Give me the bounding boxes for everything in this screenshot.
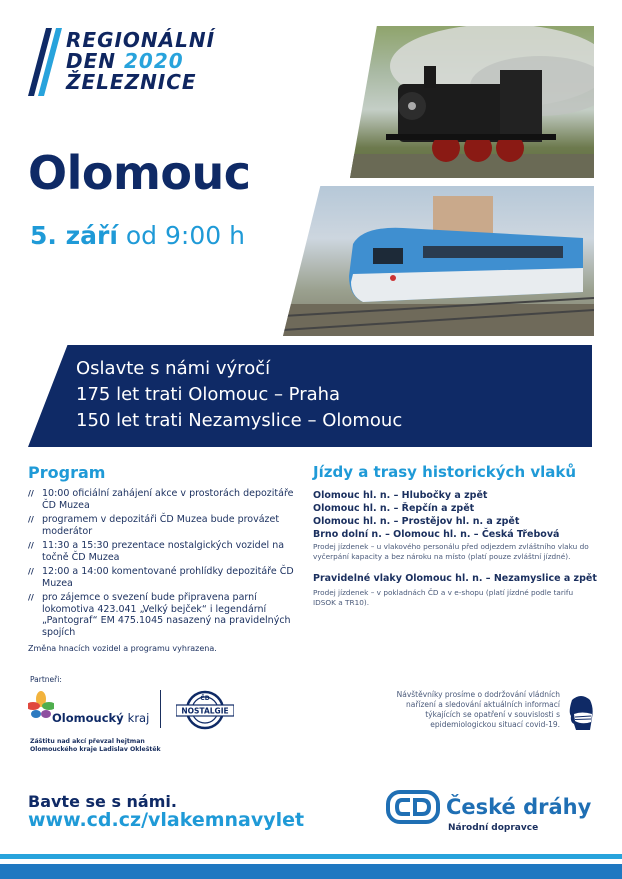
cd-nostalgie-logo — [176, 690, 234, 730]
program-item: // 12:00 a 14:00 komentované prohlídky depozitáře ČD Muzea — [28, 566, 308, 589]
program-heading: Program — [28, 463, 106, 482]
event-time: od 9:00 h — [125, 221, 245, 250]
city-title: Olomouc — [28, 146, 251, 200]
company-subtitle: Národní dopravce — [448, 823, 539, 833]
logo-line-3: ŽELEZNICE — [66, 70, 197, 94]
nostalgie-label: NOSTALGIE — [181, 706, 229, 716]
ceske-drahy-logo-icon — [386, 789, 440, 825]
regular-trains-heading: Pravidelné vlaky Olomouc hl. n. – Nezamyslice a zpět — [313, 573, 597, 584]
footer-stripe-light — [0, 854, 622, 859]
banner-line-3: 150 let trati Nezamyslice – Olomouc — [76, 410, 403, 431]
patronage-note — [30, 738, 161, 754]
rides-heading: Jízdy a trasy historických vlaků — [313, 463, 577, 481]
route-item: Olomouc hl. n. – Řepčín a zpět — [313, 503, 475, 514]
route-item: Olomouc hl. n. – Prostějov hl. n. a zpět — [313, 516, 520, 527]
kraj-name-light: kraj — [127, 711, 150, 725]
logo-line-2 — [66, 51, 215, 72]
regular-tickets-note: Prodej jízdenek – v pokladnách ČD a v e-shopu (platí jízdné podle tarifu IDSOK a TR10). — [313, 588, 574, 607]
footer-url-link[interactable]: www.cd.cz/vlakemnavylet — [28, 809, 305, 831]
event-date — [30, 221, 245, 250]
program-item: // pro zájemce o svezení bude připravena parní lokomotiva 423.041 „Velký bejček“ i legendární „Pantograf“ EM 475.1045 nasazený na pravidelných spojích — [28, 592, 308, 638]
banner-line-1: Oslavte s námi výročí — [76, 358, 271, 379]
program-item: // 10:00 oficiální zahájení akce v prostorách depozitáře ČD Muzea — [28, 488, 308, 511]
anniversary-banner-text — [76, 356, 402, 434]
footer-slogan: Bavte se s námi. — [28, 792, 177, 811]
event-day: 5. září — [30, 221, 118, 250]
route-item: Brno dolní n. – Olomouc hl. n. – Česká Třebová — [313, 529, 560, 540]
route-item: Olomouc hl. n. – Hlubočky a zpět — [313, 490, 488, 501]
event-logo — [28, 28, 268, 98]
logo-year: 2020 — [123, 49, 184, 73]
logo-slashes-icon — [28, 28, 62, 96]
footer-stripe-dark — [0, 864, 622, 879]
pantograf-train-photo — [283, 186, 594, 336]
kraj-name-bold: Olomoucký — [52, 711, 124, 725]
rides-route-list — [313, 489, 597, 541]
steam-locomotive-photo — [350, 26, 594, 178]
program-list — [28, 488, 308, 641]
partners-label: Partneři: — [30, 675, 62, 684]
patronage-line-1: Záštitu nad akcí převzal hejtman — [30, 738, 145, 745]
special-tickets-note: Prodej jízdenek – u vlakového personálu před odjezdem zvláštního vlaku do vyčerpání kapacity a bez nároku na místo (platí pouze zvláštní jízdné). — [313, 542, 589, 561]
face-mask-icon — [566, 694, 596, 732]
nostalgie-top-text: ČD — [200, 695, 210, 702]
logo-line-2-prefix: DEN — [66, 49, 117, 73]
pantograf-train-image — [283, 186, 594, 336]
program-item: // 11:30 a 15:30 prezentace nostalgických vozidel na točně ČD Muzea — [28, 540, 308, 563]
patronage-line-2: Olomouckého kraje Ladislav Okleštěk — [30, 746, 161, 753]
partners-divider — [160, 690, 161, 728]
program-item: // programem v depozitáři ČD Muzea bude provázet moderátor — [28, 514, 308, 537]
event-logo-text — [66, 30, 215, 93]
banner-line-2: 175 let trati Olomouc – Praha — [76, 384, 341, 405]
kraj-flower-icon — [28, 691, 54, 725]
kraj-name — [52, 711, 149, 725]
program-change-note: Změna hnacích vozidel a programu vyhrazena. — [28, 644, 217, 653]
steam-locomotive-image — [350, 26, 594, 178]
logo-line-1: REGIONÁLNÍ — [66, 28, 216, 52]
company-name: České dráhy — [446, 795, 592, 819]
covid-notice: Návštěvníky prosíme o dodržování vládních nařízení a sledování aktuálních informací týkajících se opatření v souvislosti s epidemiologickou situací covid-19. — [396, 690, 560, 729]
